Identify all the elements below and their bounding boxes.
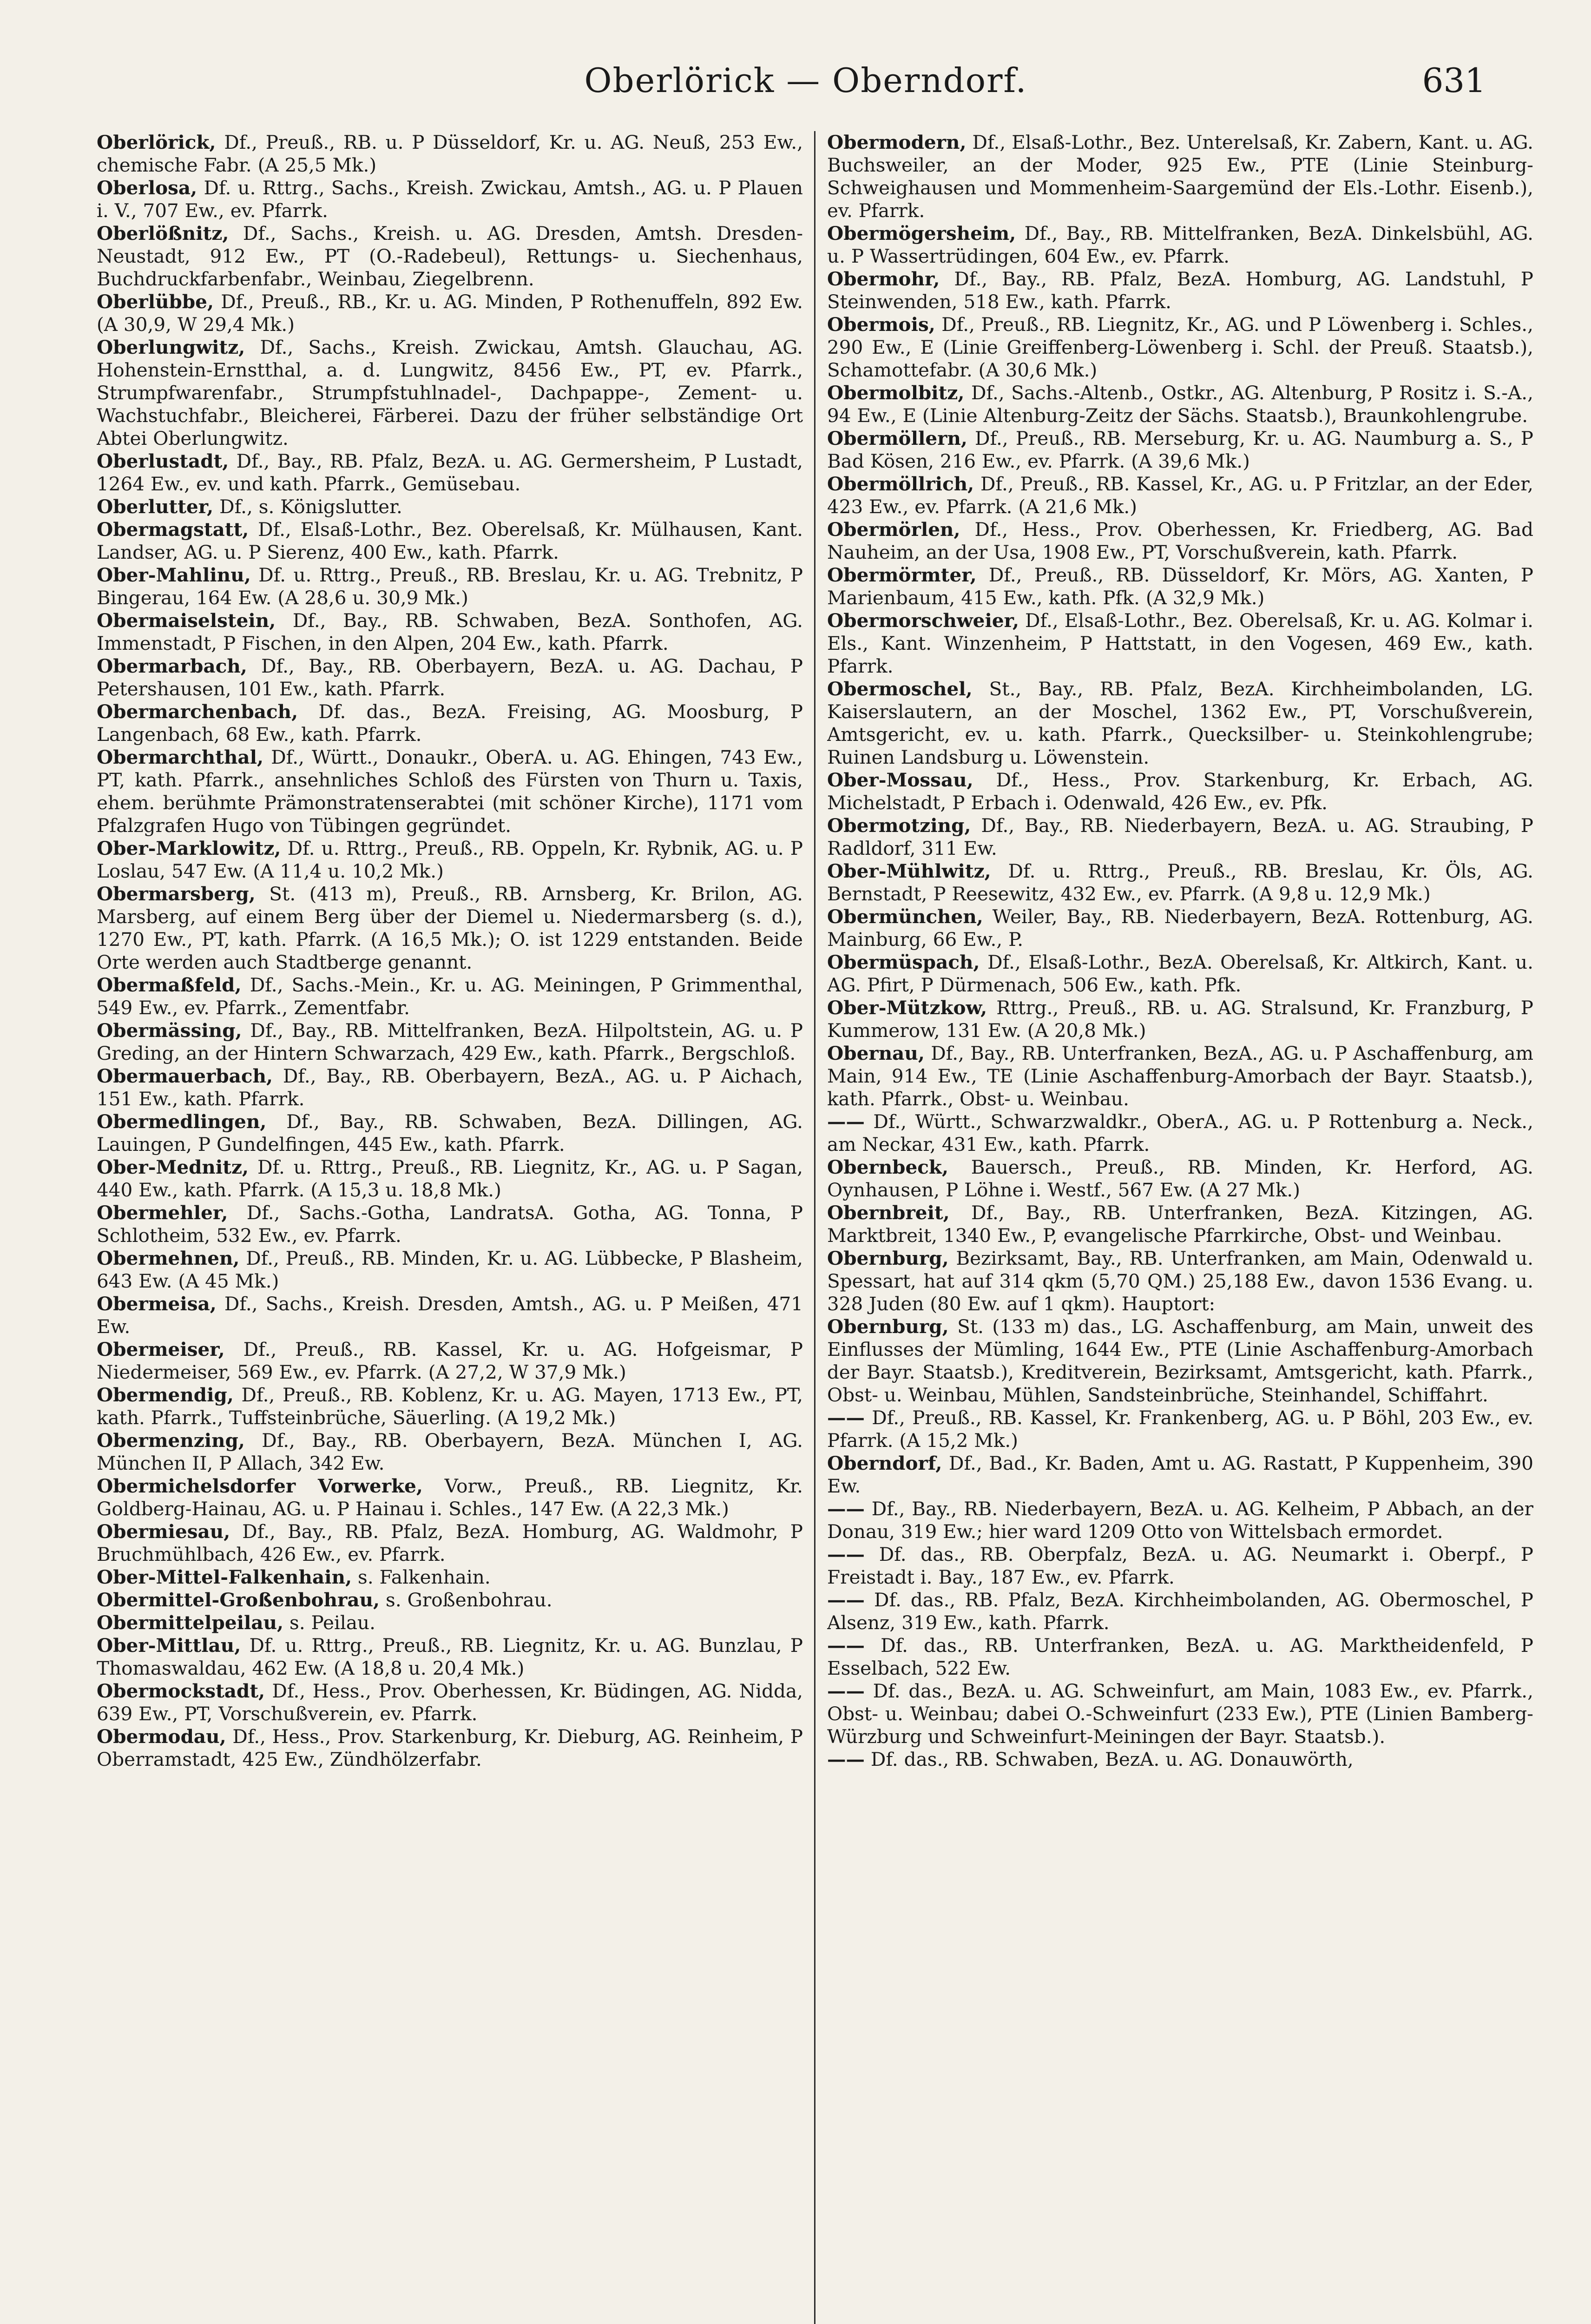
- entry-headword: Obermedlingen,: [97, 1110, 267, 1133]
- gazetteer-entry: [827, 1680, 1533, 1748]
- gazetteer-entry: [97, 1566, 803, 1589]
- gazetteer-entry: [97, 1680, 803, 1725]
- entry-text: Df., Preuß., RB. Düsseldorf, Kr. Mörs, AG. Xanten, P Marienbaum, 415 Ew., kath. Pfk. (A 32,9 Mk.): [827, 564, 1533, 609]
- entry-text: Df., Sachs., Kreish. Dresden, Amtsh., AG. u. P Meißen, 471 Ew.: [97, 1293, 803, 1338]
- entry-headword: Obermichelsdorfer Vorwerke,: [97, 1475, 423, 1497]
- entry-text: Df., Preuß., RB., Kr. u. AG. Minden, P Rothenuffeln, 892 Ew. (A 30,9, W 29,4 Mk.): [97, 290, 803, 336]
- entry-headword: Obermarbach,: [97, 655, 247, 677]
- entry-headword: Obermodern,: [827, 131, 966, 153]
- gazetteer-entry: [97, 222, 803, 290]
- entry-headword: Obernau,: [827, 1042, 925, 1064]
- entry-headword: Obermeisa,: [97, 1293, 217, 1315]
- gazetteer-entry: [97, 1589, 803, 1611]
- entry-text: Df., Preuß., RB. Minden, Kr. u. AG. Lübbecke, P Blasheim, 643 Ew. (A 45 Mk.): [97, 1247, 803, 1292]
- entry-text: Df., Bay., RB. Mittelfranken, BezA. Dinkelsbühl, AG. u. P Wassertrüdingen, 604 Ew., ev. Pfarrk.: [827, 222, 1533, 267]
- entry-headword: Ober-Marklowitz,: [97, 837, 281, 859]
- entry-headword: Obermörlen,: [827, 518, 960, 541]
- gazetteer-entry: [97, 1611, 803, 1634]
- entry-text: Df., Bay., RB. Oberbayern, BezA. München I, AG. München II, P Allach, 342 Ew.: [97, 1429, 803, 1474]
- entry-text: Df. das., BezA. u. AG. Schweinfurt, am Main, 1083 Ew., ev. Pfarrk., Obst- u. Weinbau; dabei O.-Schweinfurt (233 Ew.), PTE (Linien Bamberg-Würzburg und Schweinfurt-Meiningen der Bayr. Staatsb.).: [827, 1680, 1533, 1748]
- entry-text: Df., Sachs.-Mein., Kr. u. AG. Meiningen, P Grimmenthal, 549 Ew., ev. Pfarrk., Zementfabr.: [97, 974, 803, 1019]
- entry-text: Df., Bay., RB. Schwaben, BezA. Sonthofen, AG. Immenstadt, P Fischen, in den Alpen, 204 Ew., kath. Pfarrk.: [97, 609, 803, 654]
- entry-headword: ——: [827, 1589, 865, 1611]
- gazetteer-entry: [827, 222, 1533, 268]
- entry-text: Df., Elsaß-Lothr., Bez. Unterelsaß, Kr. Zabern, Kant. u. AG. Buchsweiler, an der Moder, 925 Ew., PTE (Linie Steinburg-Schweighausen und Mommenheim-Saargemünd der Els.-Lothr. Eisenb.), ev. Pfarrk.: [827, 131, 1533, 222]
- entry-text: Df., Bay., RB. Pfalz, BezA. Homburg, AG. Waldmohr, P Bruchmühlbach, 426 Ew., ev. Pfarrk.: [97, 1520, 803, 1565]
- gazetteer-entry: [97, 746, 803, 837]
- entry-headword: Ober-Mützkow,: [827, 997, 987, 1019]
- entry-headword: Obermögersheim,: [827, 222, 1016, 244]
- entry-headword: Oberlungwitz,: [97, 336, 245, 358]
- gazetteer-entry: [97, 700, 803, 746]
- entry-text: Df. u. Rttrg., Preuß., RB. Oppeln, Kr. Rybnik, AG. u. P Loslau, 547 Ew. (A 11,4 u. 10,2 Mk.): [97, 837, 803, 882]
- gazetteer-entry: [827, 1247, 1533, 1315]
- entry-text: Df. das., RB. Pfalz, BezA. Kirchheimbolanden, AG. Obermoschel, P Alsenz, 319 Ew., kath. Pfarrk.: [827, 1589, 1533, 1634]
- entry-headword: Ober-Mittlau,: [97, 1634, 241, 1657]
- entry-headword: Obermarchenbach,: [97, 700, 298, 723]
- entry-headword: Obermenzing,: [97, 1429, 245, 1452]
- entry-headword: Obermehler,: [97, 1202, 228, 1224]
- running-title: Oberlörick — Oberndorf.: [584, 61, 1027, 100]
- gazetteer-entry: [827, 313, 1533, 382]
- entry-headword: ——: [827, 1406, 865, 1429]
- gazetteer-entry: [827, 427, 1533, 473]
- entry-text: Df., Sachs.-Altenb., Ostkr., AG. Altenburg, P Rositz i. S.-A., 94 Ew., E (Linie Altenburg-Zeitz der Sächs. Staatsb.), Braunkohlengrube.: [827, 382, 1533, 427]
- entry-text: Df., Sachs., Kreish. Zwickau, Amtsh. Glauchau, AG. Hohenstein-Ernstthal, a. d. Lungwitz, 8456 Ew., PT, ev. Pfarrk., Strumpfwarenfabr., Strumpfstuhlnadel-, Dachpappe-, Zement- u. Wachstuchfabr., Bleicherei, Färberei. Dazu der früher selbständige Ort Abtei Oberlungwitz.: [97, 336, 803, 449]
- entry-text: Df., Bay., RB. Pfalz, BezA. Homburg, AG. Landstuhl, P Steinwenden, 518 Ew., kath. Pfarrk.: [827, 268, 1533, 313]
- entry-text: Df., Hess., Prov. Starkenburg, Kr. Dieburg, AG. Reinheim, P Oberramstadt, 425 Ew., Zündhölzerfabr.: [97, 1725, 803, 1770]
- entry-text: Bezirksamt, Bay., RB. Unterfranken, am Main, Odenwald u. Spessart, hat auf 314 qkm (5,70 QM.) 25,188 Ew., davon 1536 Evang. u. 328 Juden (80 Ew. auf 1 qkm). Hauptort:: [827, 1247, 1533, 1315]
- entry-headword: Obermotzing,: [827, 814, 971, 837]
- entry-headword: Obermagstatt,: [97, 518, 249, 541]
- entry-headword: Obermehnen,: [97, 1247, 240, 1269]
- gazetteer-entry: [827, 1748, 1533, 1771]
- entry-headword: Oberlutter,: [97, 495, 214, 518]
- right-column: [827, 131, 1533, 2324]
- entry-headword: Oberlößnitz,: [97, 222, 229, 244]
- gazetteer-entry: [827, 1042, 1533, 1110]
- gazetteer-entry: [827, 1543, 1533, 1589]
- entry-text: Df. das., BezA. Freising, AG. Moosburg, P Langenbach, 68 Ew., kath. Pfarrk.: [97, 700, 803, 746]
- gazetteer-entry: [97, 1338, 803, 1384]
- entry-headword: Ober-Mühlwitz,: [827, 860, 991, 882]
- entry-headword: Ober-Mittel-Falkenhain,: [97, 1566, 352, 1588]
- entry-text: Bauersch., Preuß., RB. Minden, Kr. Herford, AG. Oynhausen, P Löhne i. Westf., 567 Ew. (A 27 Mk.): [827, 1156, 1533, 1201]
- entry-text: Df., Preuß., RB. Kassel, Kr. u. AG. Hofgeismar, P Niedermeiser, 569 Ew., ev. Pfarrk. (A 27,2, W 37,9 Mk.): [97, 1338, 803, 1383]
- entry-headword: Obermünchen,: [827, 905, 983, 928]
- entry-headword: Ober-Mednitz,: [97, 1156, 249, 1178]
- entry-headword: Oberlübbe,: [97, 290, 214, 313]
- gazetteer-entry: [97, 974, 803, 1019]
- entry-headword: ——: [827, 1110, 865, 1133]
- entry-text: Df. u. Rttrg., Preuß., RB. Liegnitz, Kr., AG. u. P Sagan, 440 Ew., kath. Pfarrk. (A 15,3 u. 18,8 Mk.): [97, 1156, 803, 1201]
- entry-headword: ——: [827, 1498, 865, 1520]
- gazetteer-entry: [97, 1156, 803, 1202]
- entry-text: Df. u. Rttrg., Sachs., Kreish. Zwickau, Amtsh., AG. u. P Plauen i. V., 707 Ew., ev. Pfarrk.: [97, 177, 803, 222]
- page-header: [125, 55, 1486, 106]
- gazetteer-entry: [97, 1475, 803, 1520]
- gazetteer-entry: [827, 951, 1533, 997]
- gazetteer-entry: [97, 290, 803, 336]
- entry-text: Df., Bay., RB. Oberbayern, BezA., AG. u. P Aichach, 151 Ew., kath. Pfarrk.: [97, 1065, 803, 1110]
- entry-text: Rttrg., Preuß., RB. u. AG. Stralsund, Kr. Franzburg, P Kummerow, 131 Ew. (A 20,8 Mk.): [827, 997, 1533, 1042]
- entry-text: Df., Sachs., Kreish. u. AG. Dresden, Amtsh. Dresden-Neustadt, 912 Ew., PT (O.-Radebeul), Rettungs- u. Siechenhaus, Buchdruckfarbenfabr., Weinbau, Ziegelbrenn.: [97, 222, 803, 290]
- gazetteer-entry: [827, 473, 1533, 518]
- entry-text: Df. u. Rttrg., Preuß., RB. Breslau, Kr. u. AG. Trebnitz, P Bingerau, 164 Ew. (A 28,6 u. 30,9 Mk.): [97, 564, 803, 609]
- entry-text: Df., Hess., Prov. Starkenburg, Kr. Erbach, AG. Michelstadt, P Erbach i. Odenwald, 426 Ew., ev. Pfk.: [827, 769, 1533, 814]
- entry-text: Df., Elsaß-Lothr., Bez. Oberelsaß, Kr. Mülhausen, Kant. Landser, AG. u. P Sierenz, 400 Ew., kath. Pfarrk.: [97, 518, 803, 563]
- gazetteer-entry: [97, 177, 803, 222]
- entry-headword: Obernburg,: [827, 1247, 949, 1269]
- entry-text: Df., Bay., RB. Schwaben, BezA. Dillingen, AG. Lauingen, P Gundelfingen, 445 Ew., kath. Pfarrk.: [97, 1110, 803, 1155]
- gazetteer-entry: [97, 1384, 803, 1429]
- entry-headword: Obermörmter,: [827, 564, 977, 586]
- entry-text: Df., Bay., RB. Niederbayern, BezA. u. AG. Kelheim, P Abbach, an der Donau, 319 Ew.; hier ward 1209 Otto von Wittelsbach ermordet.: [827, 1498, 1533, 1543]
- gazetteer-entry: [827, 1202, 1533, 1247]
- entry-text: Df. u. Rttrg., Preuß., RB. Breslau, Kr. Öls, AG. Bernstadt, P Reesewitz, 432 Ew., ev. Pfarrk. (A 9,8 u. 12,9 Mk.): [827, 860, 1533, 905]
- entry-text: Df., Bay., RB. Mittelfranken, BezA. Hilpoltstein, AG. u. P Greding, an der Hintern Schwarzach, 429 Ew., kath. Pfarrk., Bergschloß.: [97, 1019, 803, 1064]
- entry-headword: Obermittelpeilau,: [97, 1611, 284, 1634]
- gazetteer-entry: [827, 518, 1533, 564]
- entry-text: St. (133 m) das., LG. Aschaffenburg, am Main, unweit des Einflusses der Mümling, 1644 Ew., PTE (Linie Aschaffenburg-Amorbach der Bayr. Staatsb.), Kreditverein, Bezirksamt, Amtsgericht, kath. Pfarrk., Obst- u. Weinbau, Mühlen, Sandsteinbrüche, Steinhandel, Schiffahrt.: [827, 1315, 1533, 1406]
- gazetteer-entry: [827, 1589, 1533, 1634]
- gazetteer-entry: [97, 609, 803, 655]
- left-column: [97, 131, 803, 2324]
- entry-headword: Obermässing,: [97, 1019, 242, 1042]
- entry-headword: Obermockstadt,: [97, 1680, 265, 1702]
- gazetteer-entry: [827, 1498, 1533, 1543]
- gazetteer-entry: [97, 655, 803, 700]
- page-number: 631: [1422, 61, 1486, 100]
- entry-text: Df., Bad., Kr. Baden, Amt u. AG. Rastatt, P Kuppenheim, 390 Ew.: [827, 1452, 1533, 1497]
- entry-headword: Obermorschweier,: [827, 609, 1019, 632]
- entry-headword: Obermois,: [827, 313, 935, 336]
- entry-headword: Obermittel-Großenbohrau,: [97, 1589, 380, 1611]
- entry-headword: Oberlörick,: [97, 131, 216, 153]
- gazetteer-entry: [827, 564, 1533, 609]
- entry-headword: Oberlosa,: [97, 177, 197, 199]
- gazetteer-entry: [827, 905, 1533, 951]
- entry-headword: Obermiesau,: [97, 1520, 230, 1543]
- entry-headword: Obermöllern,: [827, 427, 967, 449]
- column-divider: [814, 131, 815, 2324]
- entry-headword: Ober-Mahlinu,: [97, 564, 251, 586]
- entry-headword: ——: [827, 1680, 865, 1702]
- gazetteer-entry: [827, 609, 1533, 678]
- gazetteer-entry: [827, 1315, 1533, 1406]
- gazetteer-entry: [827, 1156, 1533, 1202]
- gazetteer-entry: [97, 450, 803, 495]
- entry-text: Df., Bay., RB. Oberbayern, BezA. u. AG. Dachau, P Petershausen, 101 Ew., kath. Pfarrk.: [97, 655, 803, 700]
- entry-text: Df., Preuß., RB. Koblenz, Kr. u. AG. Mayen, 1713 Ew., PT, kath. Pfarrk., Tuffsteinbrüche, Säuerling. (A 19,2 Mk.): [97, 1384, 803, 1429]
- entry-headword: ——: [827, 1748, 865, 1770]
- entry-headword: Oberndorf,: [827, 1452, 942, 1474]
- entry-text: s. Peilau.: [289, 1611, 375, 1634]
- entry-text: Df., Hess., Prov. Oberhessen, Kr. Friedberg, AG. Bad Nauheim, an der Usa, 1908 Ew., PT, Vorschußverein, kath. Pfarrk.: [827, 518, 1533, 563]
- gazetteer-entry: [97, 1202, 803, 1247]
- entry-text: Df. u. Rttrg., Preuß., RB. Liegnitz, Kr. u. AG. Bunzlau, P Thomaswaldau, 462 Ew. (A 18,8 u. 20,4 Mk.): [97, 1634, 803, 1679]
- gazetteer-entry: [827, 678, 1533, 769]
- gazetteer-entry: [827, 268, 1533, 313]
- entry-headword: ——: [827, 1634, 865, 1657]
- entry-headword: Ober-Mossau,: [827, 769, 973, 791]
- entry-text: Df., Preuß., RB. Kassel, Kr. Frankenberg, AG. u. P Böhl, 203 Ew., ev. Pfarrk. (A 15,2 Mk.): [827, 1406, 1533, 1452]
- entry-text: Df., Bay., RB. Unterfranken, BezA. Kitzingen, AG. Marktbreit, 1340 Ew., P, evangelische Pfarrkirche, Obst- und Weinbau.: [827, 1202, 1533, 1247]
- entry-headword: Obermodau,: [97, 1725, 226, 1748]
- gazetteer-entry: [827, 769, 1533, 814]
- gazetteer-entry: [97, 1520, 803, 1566]
- entry-text: Vorw., Preuß., RB. Liegnitz, Kr. Goldberg-Hainau, AG. u. P Hainau i. Schles., 147 Ew. (A 22,3 Mk.): [97, 1475, 803, 1520]
- gazetteer-entry: [97, 495, 803, 518]
- entry-text: Df., Württ., Schwarzwaldkr., OberA., AG. u. P Rottenburg a. Neck., am Neckar, 431 Ew., kath. Pfarrk.: [827, 1110, 1533, 1155]
- entry-text: Df. das., RB. Schwaben, BezA. u. AG. Donauwörth,: [870, 1748, 1354, 1770]
- entry-text: Df., Bay., RB. Niederbayern, BezA. u. AG. Straubing, P Radldorf, 311 Ew.: [827, 814, 1533, 859]
- entry-text: Weiler, Bay., RB. Niederbayern, BezA. Rottenburg, AG. Mainburg, 66 Ew., P.: [827, 905, 1533, 951]
- gazetteer-entry: [97, 1634, 803, 1680]
- entry-headword: Obermohr,: [827, 268, 940, 290]
- gazetteer-entry: [97, 1110, 803, 1156]
- gazetteer-entry: [97, 1065, 803, 1110]
- gazetteer-entry: [97, 131, 803, 177]
- gazetteer-entry: [827, 1452, 1533, 1498]
- entry-text: Df., Bay., RB. Pfalz, BezA. u. AG. Germersheim, P Lustadt, 1264 Ew., ev. und kath. Pfarrk., Gemüsebau.: [97, 450, 803, 495]
- gazetteer-entry: [97, 564, 803, 609]
- gazetteer-entry: [97, 518, 803, 564]
- entry-headword: Obermeiser,: [97, 1338, 225, 1360]
- entry-headword: Obermarsberg,: [97, 883, 256, 905]
- entry-headword: Obermaiselstein,: [97, 609, 276, 632]
- gazetteer-entry: [827, 1634, 1533, 1680]
- entry-text: Df. das., RB. Unterfranken, BezA. u. AG. Marktheidenfeld, P Esselbach, 522 Ew.: [827, 1634, 1533, 1679]
- entry-text: Df., Preuß., RB. Merseburg, Kr. u. AG. Naumburg a. S., P Bad Kösen, 216 Ew., ev. Pfarrk. (A 39,6 Mk.): [827, 427, 1533, 472]
- gazetteer-entry: [827, 997, 1533, 1042]
- entry-headword: Obermoschel,: [827, 678, 973, 700]
- entry-headword: Obernbreit,: [827, 1202, 950, 1224]
- gazetteer-entry: [97, 1429, 803, 1475]
- entry-headword: Obermaßfeld,: [97, 974, 242, 996]
- gazetteer-entry: [827, 860, 1533, 905]
- entry-text: Df., Elsaß-Lothr., BezA. Oberelsaß, Kr. Altkirch, Kant. u. AG. Pfirt, P Dürmenach, 506 Ew., kath. Pfk.: [827, 951, 1533, 996]
- gazetteer-entry: [97, 336, 803, 450]
- gazetteer-entry: [827, 1110, 1533, 1156]
- entry-text: Df., Elsaß-Lothr., Bez. Oberelsaß, Kr. u. AG. Kolmar i. Els., Kant. Winzenheim, P Hattstatt, in den Vogesen, 469 Ew., kath. Pfarrk.: [827, 609, 1533, 677]
- entry-headword: Obermöllrich,: [827, 473, 974, 495]
- entry-headword: Obermauerbach,: [97, 1065, 273, 1087]
- gazetteer-entry: [827, 382, 1533, 427]
- entry-text: Df. das., RB. Oberpfalz, BezA. u. AG. Neumarkt i. Oberpf., P Freistadt i. Bay., 187 Ew., ev. Pfarrk.: [827, 1543, 1533, 1588]
- entry-text: s. Falkenhain.: [358, 1566, 491, 1588]
- gazetteer-entry: [97, 883, 803, 974]
- gazetteer-entry: [97, 1725, 803, 1771]
- gazetteer-entry: [827, 131, 1533, 222]
- entry-text: St. (413 m), Preuß., RB. Arnsberg, Kr. Brilon, AG. Marsberg, auf einem Berg über der Diemel u. Niedermarsberg (s. d.), 1270 Ew., PT, kath. Pfarrk. (A 16,5 Mk.); O. ist 1229 entstanden. Beide Orte werden auch Stadtberge genannt.: [97, 883, 803, 973]
- entry-text: St., Bay., RB. Pfalz, BezA. Kirchheimbolanden, LG. Kaiserslautern, an der Moschel, 1362 Ew., PT, Vorschußverein, Amtsgericht, ev. u. kath. Pfarrk., Quecksilber- u. Steinkohlengrube; Ruinen Landsburg u. Löwenstein.: [827, 678, 1533, 768]
- entry-text: Df., Sachs.-Gotha, LandratsA. Gotha, AG. Tonna, P Schlotheim, 532 Ew., ev. Pfarrk.: [97, 1202, 803, 1247]
- entry-headword: ——: [827, 1543, 865, 1565]
- entry-text: s. Großenbohrau.: [386, 1589, 552, 1611]
- entry-headword: Obermarchthal,: [97, 746, 264, 768]
- entry-text: Df., Preuß., RB. Kassel, Kr., AG. u. P Fritzlar, an der Eder, 423 Ew., ev. Pfarrk. (A 21,6 Mk.): [827, 473, 1533, 518]
- gazetteer-entry: [97, 1293, 803, 1338]
- gazetteer-entry: [827, 1406, 1533, 1452]
- entry-text: Df., Preuß., RB. Liegnitz, Kr., AG. und P Löwenberg i. Schles., 290 Ew., E (Linie Greiffenberg-Löwenberg i. Schl. der Preuß. Staatsb.), Schamottefabr. (A 30,6 Mk.): [827, 313, 1533, 381]
- entry-headword: Obermüspach,: [827, 951, 980, 973]
- gazetteer-entry: [827, 814, 1533, 860]
- entry-headword: Obernbeck,: [827, 1156, 949, 1178]
- entry-text: Df., Württ., Donaukr., OberA. u. AG. Ehingen, 743 Ew., PT, kath. Pfarrk., ansehnliches Schloß des Fürsten von Thurn u. Taxis, ehem. berühmte Prämonstratenserabtei (mit schöner Kirche), 1171 vom Pfalzgrafen Hugo von Tübingen gegründet.: [97, 746, 803, 837]
- entry-headword: Obermolbitz,: [827, 382, 965, 404]
- entry-headword: Oberlustadt,: [97, 450, 229, 472]
- gazetteer-entry: [97, 837, 803, 883]
- entry-text: Df., s. Königslutter.: [219, 495, 402, 518]
- entry-text: Df., Bay., RB. Unterfranken, BezA., AG. u. P Aschaffenburg, am Main, 914 Ew., TE (Linie Aschaffenburg-Amorbach der Bayr. Staatsb.), kath. Pfarrk., Obst- u. Weinbau.: [827, 1042, 1533, 1110]
- entry-headword: Obermendig,: [97, 1384, 234, 1406]
- gazetteer-entry: [97, 1019, 803, 1065]
- entry-headword: Obernburg,: [827, 1315, 949, 1338]
- gazetteer-entry: [97, 1247, 803, 1293]
- entry-text: Df., Hess., Prov. Oberhessen, Kr. Büdingen, AG. Nidda, 639 Ew., PT, Vorschußverein, ev. Pfarrk.: [97, 1680, 803, 1725]
- entry-text: Df., Preuß., RB. u. P Düsseldorf, Kr. u. AG. Neuß, 253 Ew., chemische Fabr. (A 25,5 Mk.): [97, 131, 803, 176]
